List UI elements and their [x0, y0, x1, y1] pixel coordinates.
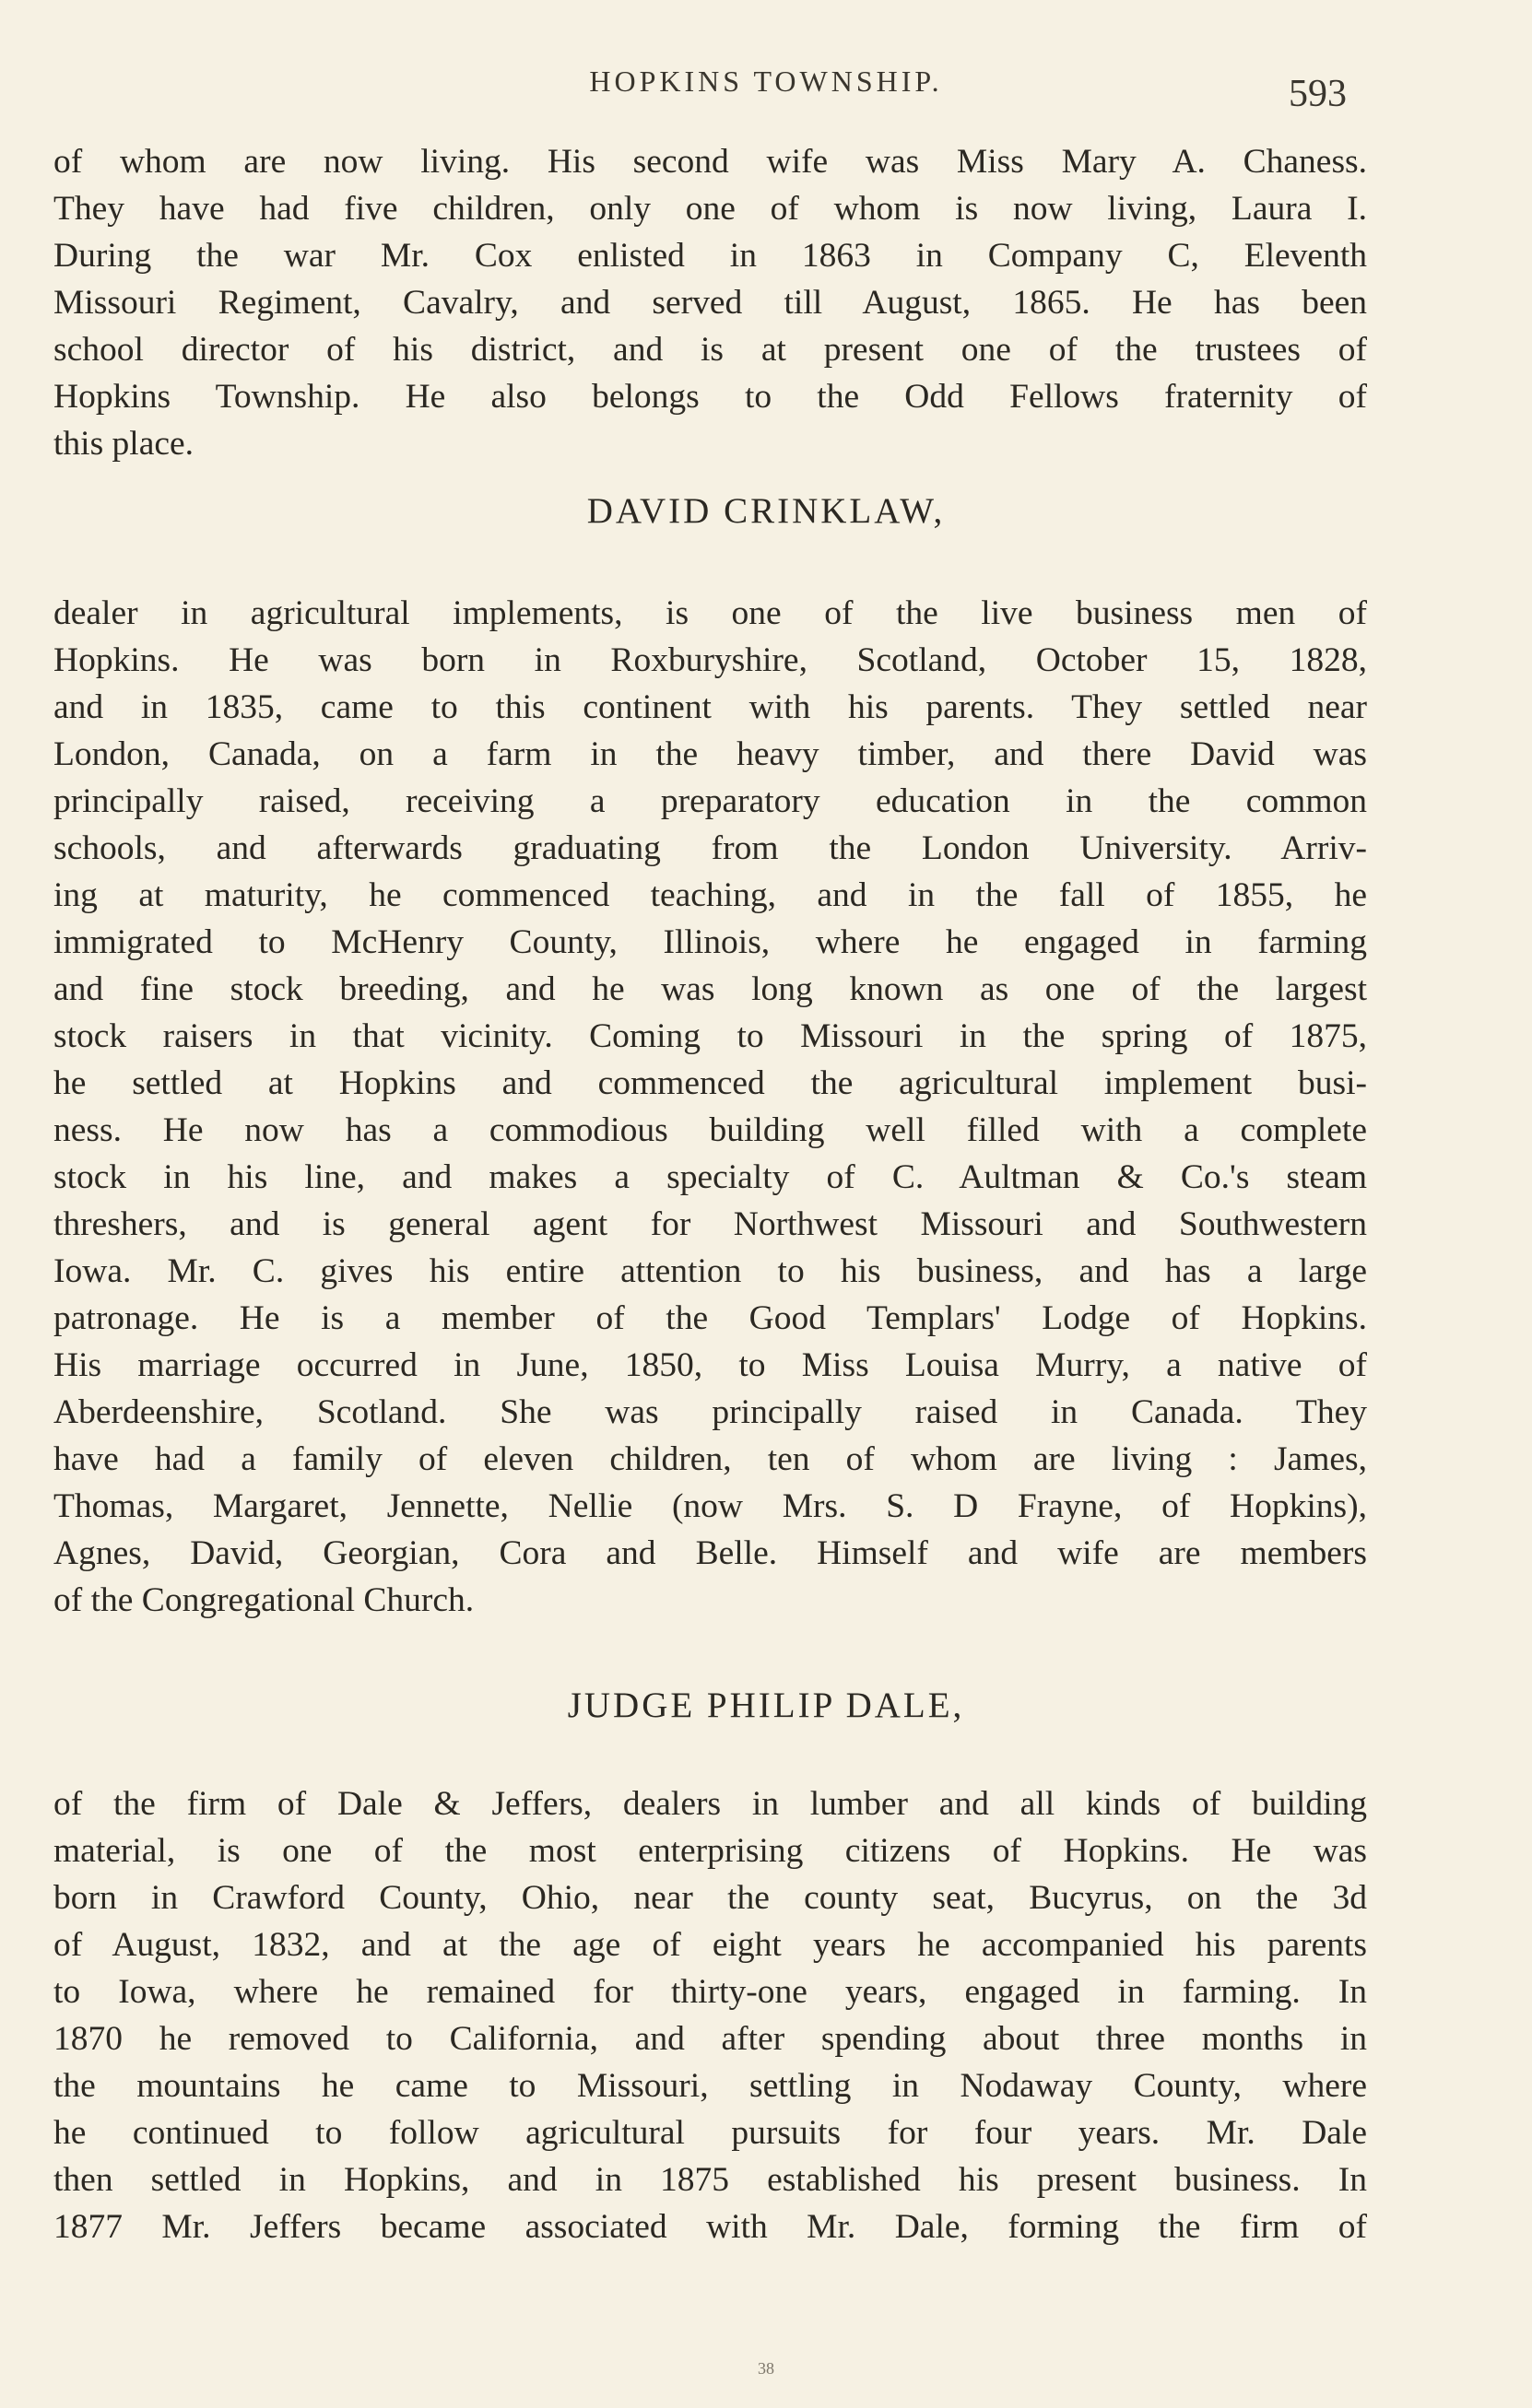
text-line: They have had five children, only one of whom is now living, Laura I.: [53, 190, 1367, 228]
text-line: ing at maturity, he commenced teaching, and in the fall of 1855, he: [53, 876, 1367, 914]
text-line: of the firm of Dale & Jeffers, dealers in lumber and all kinds of building: [53, 1785, 1367, 1823]
text-line: His marriage occurred in June, 1850, to Miss Louisa Murry, a native of: [53, 1346, 1367, 1384]
text-line: have had a family of eleven children, ten of whom are living : James,: [53, 1440, 1367, 1478]
text-line: stock in his line, and makes a specialty of C. Aultman & Co.'s steam: [53, 1158, 1367, 1196]
text-line: of whom are now living. His second wife was Miss Mary A. Chaness.: [53, 143, 1367, 181]
text-line: then settled in Hopkins, and in 1875 established his present business. In: [53, 2161, 1367, 2199]
page-number: 593: [1289, 73, 1347, 115]
text-line: dealer in agricultural implements, is one of the live business men of: [53, 594, 1367, 632]
text-line: material, is one of the most enterprising citizens of Hopkins. He was: [53, 1832, 1367, 1870]
text-line: born in Crawford County, Ohio, near the county seat, Bucyrus, on the 3d: [53, 1879, 1367, 1917]
text-line: he continued to follow agricultural pursuits for four years. Mr. Dale: [53, 2114, 1367, 2152]
text-line: 1877 Mr. Jeffers became associated with Mr. Dale, forming the firm of: [53, 2208, 1367, 2246]
text-line: Hopkins Township. He also belongs to the Odd Fellows fraternity of: [53, 378, 1367, 416]
section-heading-david-crinklaw: DAVID CRINKLAW,: [586, 491, 946, 531]
text-line: Missouri Regiment, Cavalry, and served till August, 1865. He has been: [53, 284, 1367, 322]
paragraph-david-crinklaw: [53, 590, 1367, 1624]
running-head: HOPKINS TOWNSHIP.: [589, 65, 943, 98]
text-line: he settled at Hopkins and commenced the agricultural implement busi-: [53, 1064, 1367, 1102]
text-line: this place.: [53, 425, 194, 463]
text-line: Aberdeenshire, Scotland. She was principally raised in Canada. They: [53, 1393, 1367, 1431]
text-line: and fine stock breeding, and he was long known as one of the largest: [53, 970, 1367, 1008]
text-line: 1870 he removed to California, and after spending about three months in: [53, 2020, 1367, 2058]
text-line: threshers, and is general agent for Northwest Missouri and Southwestern: [53, 1205, 1367, 1243]
section-heading-judge-philip-dale: JUDGE PHILIP DALE,: [567, 1686, 965, 1725]
text-line: During the war Mr. Cox enlisted in 1863 in Company C, Eleventh: [53, 237, 1367, 275]
text-line: London, Canada, on a farm in the heavy timber, and there David was: [53, 735, 1367, 773]
paragraph-philip-dale: [53, 1780, 1367, 2250]
text-line: Agnes, David, Georgian, Cora and Belle. Himself and wife are members: [53, 1534, 1367, 1572]
text-line: Iowa. Mr. C. gives his entire attention to his business, and has a large: [53, 1252, 1367, 1290]
signature-mark: 38: [758, 2359, 774, 2378]
text-line: Thomas, Margaret, Jennette, Nellie (now Mrs. S. D Frayne, of Hopkins),: [53, 1487, 1367, 1525]
text-line: schools, and afterwards graduating from the London University. Arriv-: [53, 829, 1367, 867]
text-line: to Iowa, where he remained for thirty-one years, engaged in farming. In: [53, 1973, 1367, 2011]
paragraph-cox-continued: [53, 138, 1367, 467]
text-line: Hopkins. He was born in Roxburyshire, Scotland, October 15, 1828,: [53, 641, 1367, 679]
text-line: of the Congregational Church.: [53, 1581, 475, 1619]
text-line: the mountains he came to Missouri, settling in Nodaway County, where: [53, 2067, 1367, 2105]
text-line: stock raisers in that vicinity. Coming to Missouri in the spring of 1875,: [53, 1017, 1367, 1055]
text-line: school director of his district, and is at present one of the trustees of: [53, 331, 1367, 369]
text-line: and in 1835, came to this continent with his parents. They settled near: [53, 688, 1367, 726]
text-line: of August, 1832, and at the age of eight years he accompanied his parents: [53, 1926, 1367, 1964]
text-line: ness. He now has a commodious building well filled with a complete: [53, 1111, 1367, 1149]
text-line: principally raised, receiving a preparatory education in the common: [53, 782, 1367, 820]
text-line: immigrated to McHenry County, Illinois, where he engaged in farming: [53, 923, 1367, 961]
text-line: patronage. He is a member of the Good Templars' Lodge of Hopkins.: [53, 1299, 1367, 1337]
